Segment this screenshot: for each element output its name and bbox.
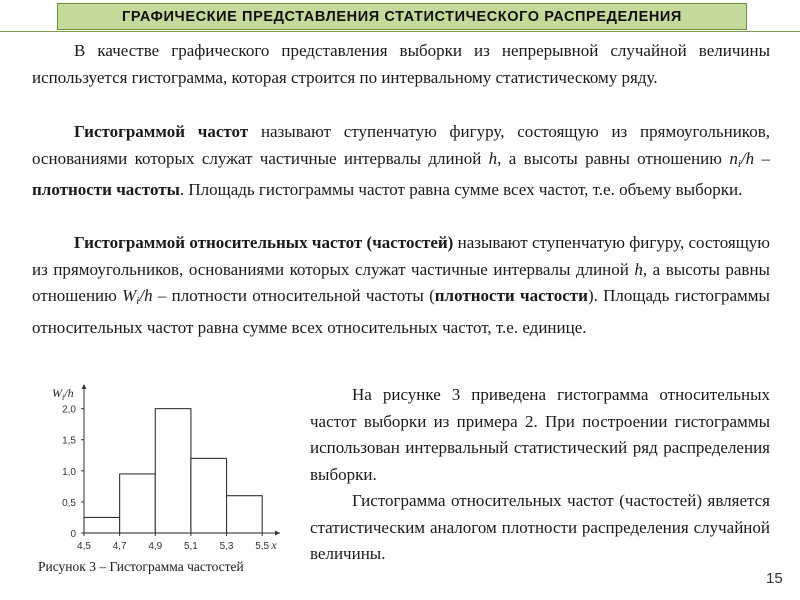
p2-dash: – bbox=[754, 148, 771, 168]
x-axis-arrow bbox=[275, 531, 280, 536]
p3-ratio-den: /h bbox=[139, 286, 153, 305]
p3-text-2: , а высоты равны отношению bbox=[32, 259, 770, 305]
p2-ratio-num: n bbox=[729, 148, 738, 168]
page-number: 15 bbox=[766, 570, 783, 587]
header-divider bbox=[0, 31, 800, 32]
histogram-bar-4 bbox=[191, 458, 227, 533]
histogram-chart bbox=[40, 380, 290, 558]
x-tick-label-4: 5,1 bbox=[183, 541, 198, 552]
p3-text-1: называют ступенчатую фигуру, состоящую из прямоугольников, основаниями которых служат частичные интервалы длиной bbox=[32, 233, 770, 279]
p3-text-4: ). Площадь гистограммы относительных частот равна сумме всех относительных частот, т.е. единице. bbox=[32, 286, 770, 337]
term-frequency-density: плотности частоты bbox=[32, 180, 180, 199]
x-tick-label-6: 5,5 bbox=[255, 541, 270, 552]
x-tick-label-2: 4,7 bbox=[112, 541, 127, 552]
p2-ratio-sub: i bbox=[737, 157, 741, 170]
p2-text-1: называют ступенчатую фигуру, состоящую из прямоугольников, основаниями которых служат частичные интервалы длиной bbox=[32, 122, 770, 168]
p3-ratio-num: W bbox=[122, 286, 137, 305]
x-tick-label-5: 5,3 bbox=[219, 541, 234, 552]
term-frequency-histogram: Гистограммой частот bbox=[74, 122, 249, 141]
term-relative-density: плотности частости bbox=[434, 286, 588, 305]
page-title: ГРАФИЧЕСКИЕ ПРЕДСТАВЛЕНИЯ СТАТИСТИЧЕСКОГО РАСПРЕДЕЛЕНИЯ bbox=[122, 8, 682, 25]
y-axis-label-sub: i bbox=[62, 393, 65, 402]
histogram-bar-5 bbox=[227, 496, 263, 533]
term-relative-histogram: Гистограммой относительных частот (частостей) bbox=[74, 233, 454, 252]
histogram-bar-3 bbox=[155, 409, 191, 533]
histogram-bar-2 bbox=[120, 474, 156, 533]
y-tick-label-2: 0,5 bbox=[62, 497, 76, 509]
y-axis-label bbox=[52, 386, 74, 402]
x-tick-label-1: 4,5 bbox=[77, 541, 91, 552]
y-tick-label-4: 1,5 bbox=[62, 435, 76, 447]
x-tick-label-3: 4,9 bbox=[148, 541, 163, 552]
p3-h-symbol: h bbox=[634, 259, 643, 279]
y-axis-arrow bbox=[82, 384, 87, 389]
p3-text-3: – плотности относительной частоты ( bbox=[152, 286, 435, 305]
paragraph-figure-note: На рисунке 3 приведена гистограмма относительных частот выборки из примера 2. При построении гистограммы использован интервальный статистический ряд распределения выборки. bbox=[310, 385, 770, 484]
paragraph-analog-note: Гистограмма относительных частот (частостей) является статистическим аналогом плотности распределения случайной величины. bbox=[310, 491, 770, 563]
title-bar bbox=[57, 3, 747, 30]
p2-text-2: , а высоты равны отношению bbox=[497, 148, 730, 168]
y-tick-label-3: 1,0 bbox=[62, 466, 76, 478]
p2-ratio-den: /h bbox=[740, 148, 755, 168]
paragraph-intro: В качестве графического представления выборки из непрерывной случайной величины используется гистограмма, которая строится по интервальному статистическому ряду. bbox=[32, 41, 770, 87]
y-tick-label-1: 0 bbox=[70, 529, 76, 540]
y-axis-label-rest: /h bbox=[64, 386, 74, 400]
p2-text-3: . Площадь гистограммы частот равна сумме всех частот, т.е. объему выборки. bbox=[179, 180, 743, 199]
y-axis-label-main: W bbox=[52, 386, 62, 400]
x-axis-label: x bbox=[271, 538, 277, 552]
figure-caption: Рисунок 3 – Гистограмма частостей bbox=[38, 559, 244, 574]
p2-h-symbol: h bbox=[488, 148, 498, 168]
paragraph-relative-histogram bbox=[32, 230, 770, 341]
histogram-bar-1 bbox=[84, 517, 120, 533]
y-tick-label-5: 2,0 bbox=[62, 404, 76, 416]
paragraph-frequency-histogram bbox=[32, 119, 770, 204]
p3-ratio-sub: i bbox=[136, 295, 140, 307]
